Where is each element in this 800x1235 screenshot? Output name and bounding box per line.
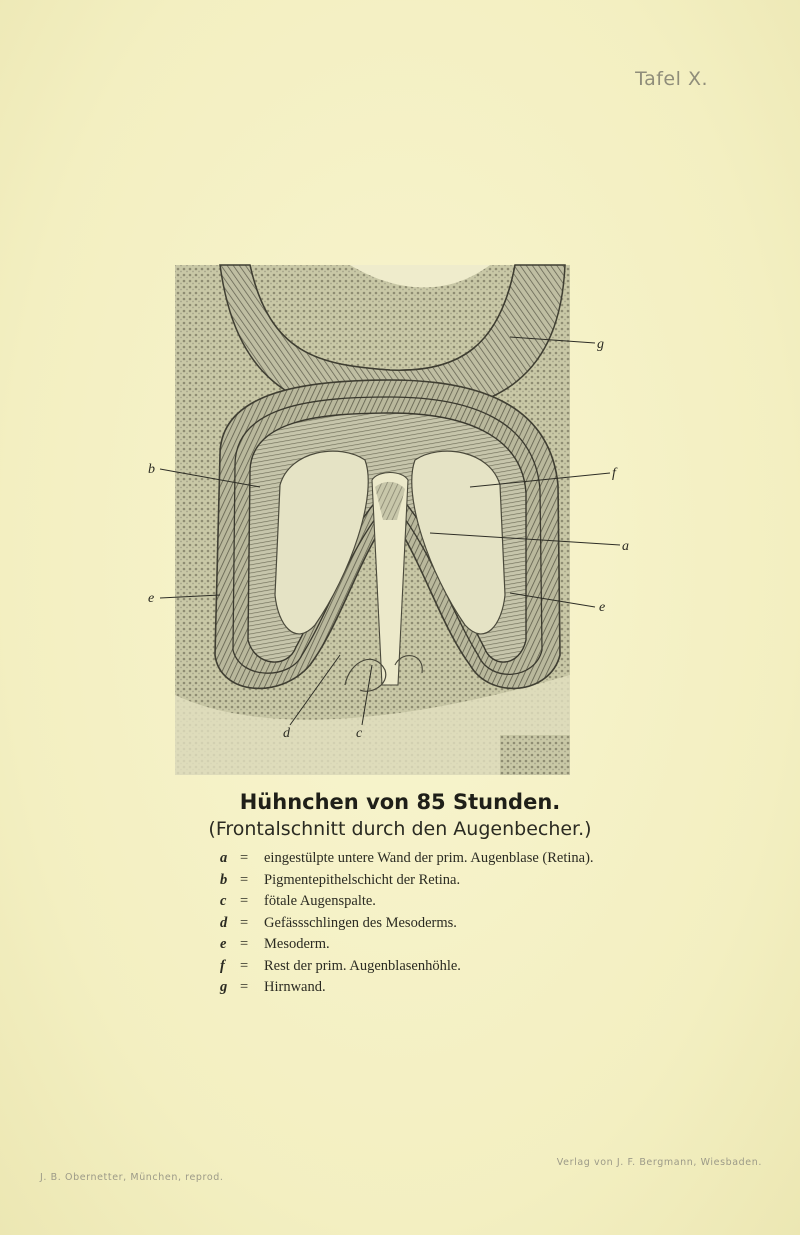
plate-title: Tafel X.	[635, 68, 708, 90]
legend-equals: =	[240, 979, 249, 995]
label-g: g	[597, 337, 604, 352]
legend-key: b	[220, 871, 228, 888]
figure-subheading: (Frontalschnitt durch den Augenbecher.)	[208, 818, 592, 840]
legend-key: c	[220, 893, 227, 909]
legend-key: f	[220, 957, 225, 974]
legend-equals: =	[240, 914, 249, 931]
legend-text: Pigmentepithelschicht der Retina.	[264, 871, 461, 888]
label-d: d	[283, 726, 290, 741]
legend-row	[220, 870, 680, 892]
eye-cup-section-illustration	[140, 255, 640, 780]
label-c: c	[356, 726, 363, 741]
publisher-credit: Verlag von J. F. Bergmann, Wiesbaden.	[556, 1157, 762, 1168]
legend-row	[220, 913, 680, 935]
legend-key: d	[220, 914, 228, 931]
legend-row	[220, 934, 680, 956]
histology-figure	[140, 255, 640, 780]
legend-equals: =	[240, 871, 249, 888]
legend-text: Mesoderm.	[264, 936, 330, 952]
legend-equals: =	[240, 957, 249, 974]
label-b: b	[148, 462, 155, 477]
legend-row	[220, 891, 680, 913]
legend-equals: =	[240, 893, 249, 909]
legend-row	[220, 956, 680, 978]
legend-text: Hirnwand.	[264, 979, 326, 995]
legend-text: eingestülpte untere Wand der prim. Augenblase (Retina).	[264, 850, 594, 866]
legend-text: fötale Augenspalte.	[264, 893, 376, 909]
label-e-left: e	[148, 591, 155, 606]
engraver-credit: J. B. Obernetter, München, reprod.	[40, 1172, 224, 1183]
legend-key: a	[220, 850, 228, 866]
legend-key: g	[220, 979, 228, 995]
label-e-right: e	[599, 600, 606, 615]
legend	[220, 848, 680, 999]
legend-equals: =	[240, 850, 249, 866]
legend-text: Rest der prim. Augenblasenhöhle.	[264, 957, 461, 974]
legend-text: Gefässschlingen des Mesoderms.	[264, 914, 457, 931]
legend-row	[220, 977, 680, 999]
legend-equals: =	[240, 936, 249, 952]
legend-key: e	[220, 936, 227, 952]
legend-row	[220, 848, 680, 870]
label-f: f	[612, 466, 616, 481]
figure-heading: Hühnchen von 85 Stunden.	[239, 790, 561, 814]
label-a: a	[622, 539, 629, 554]
